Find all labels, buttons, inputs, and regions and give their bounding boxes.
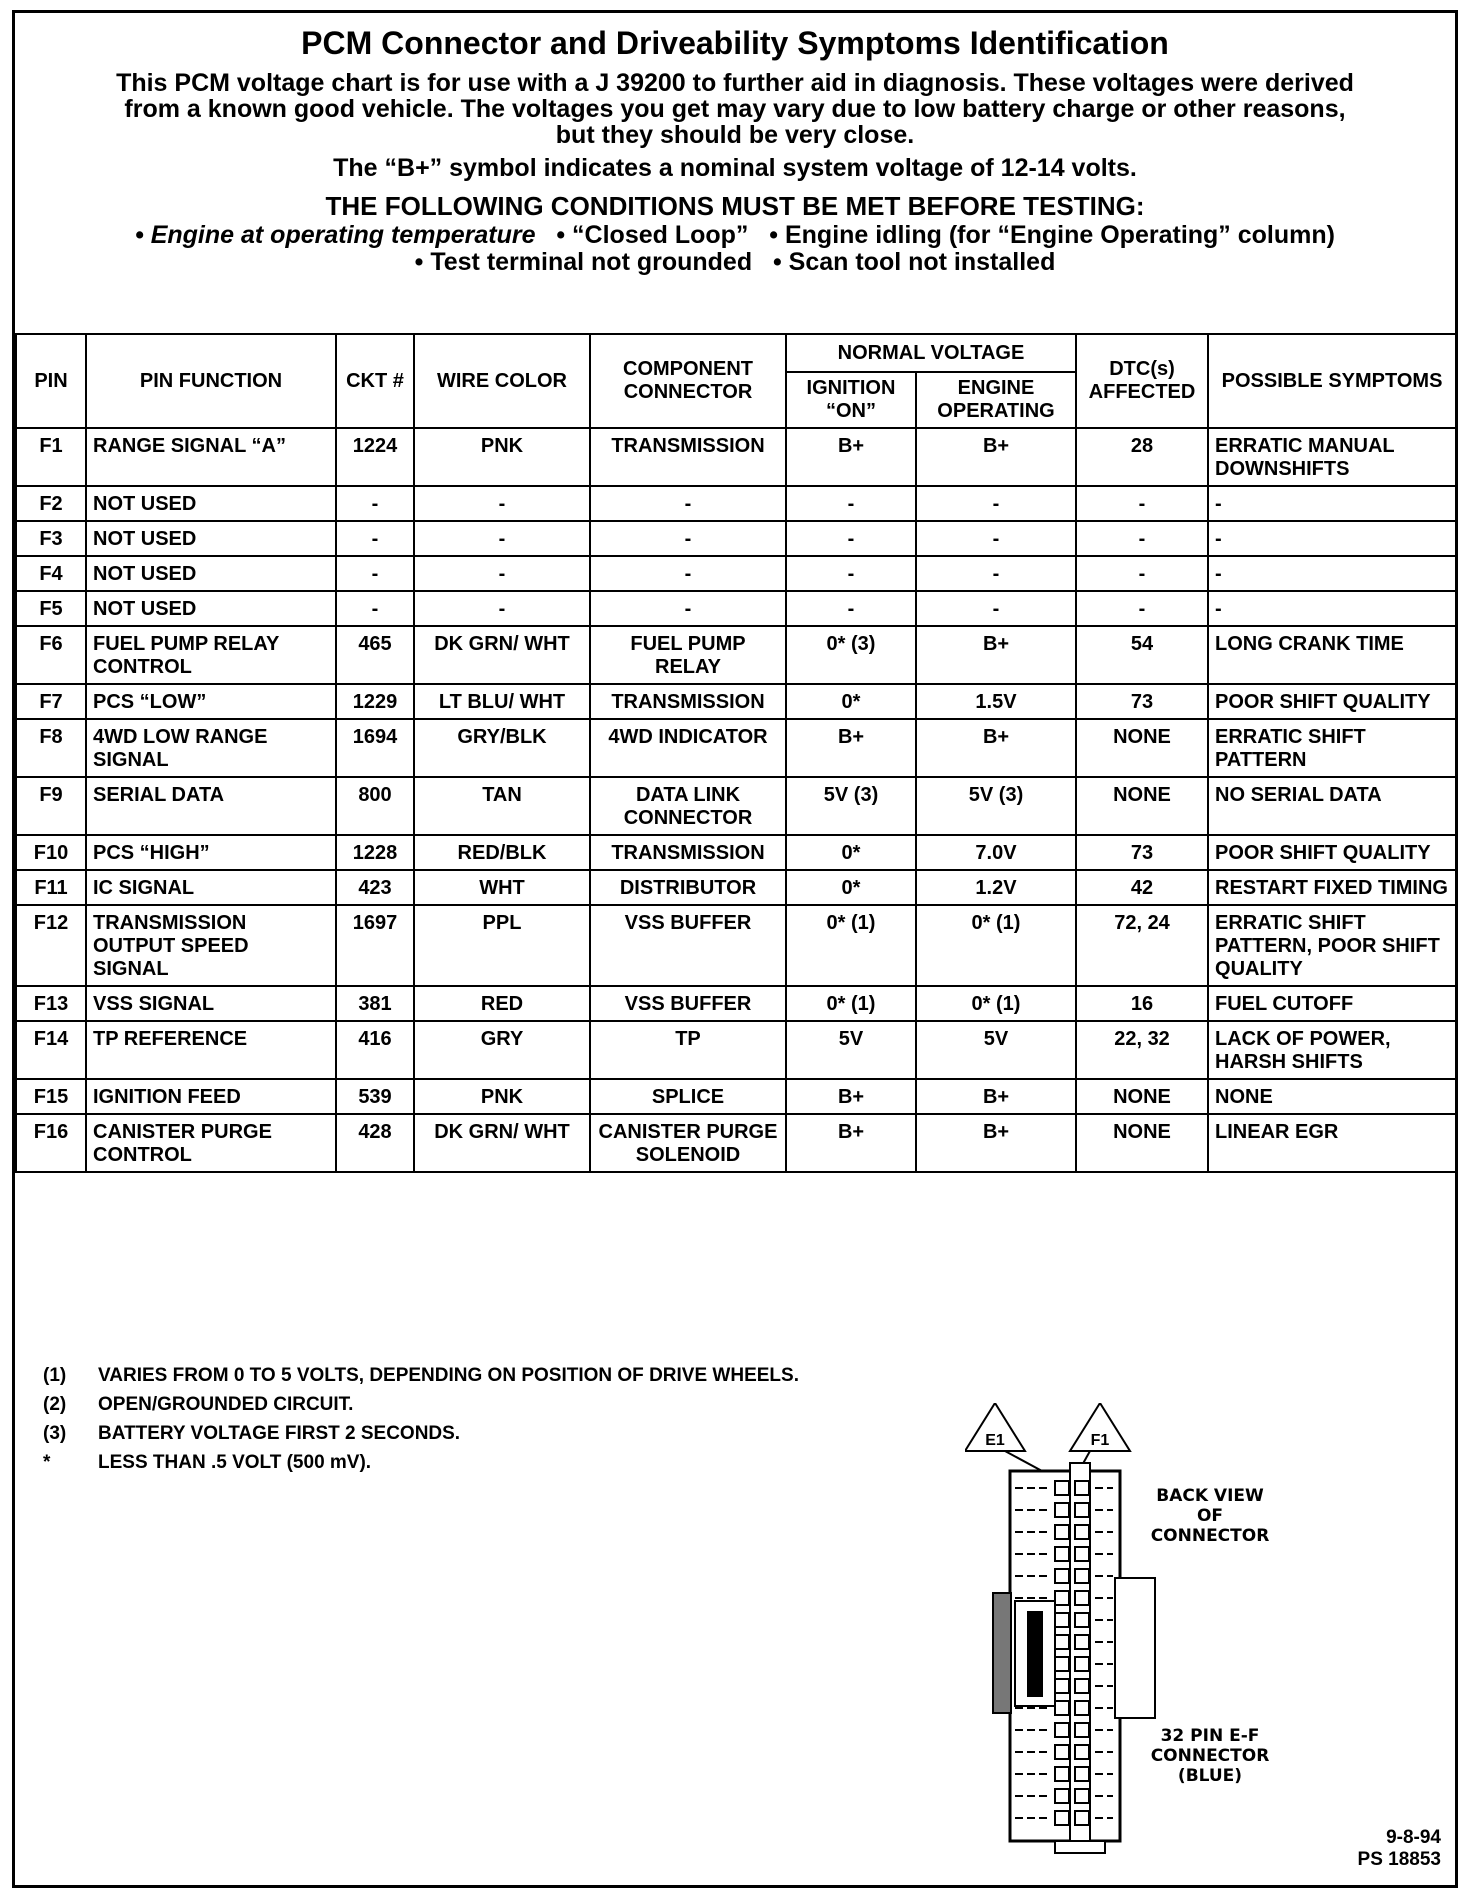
cell-dtc-affected: - xyxy=(1076,486,1208,521)
connector-pin-cavity xyxy=(1075,1525,1089,1539)
table-row xyxy=(16,905,1456,986)
conditions-line-1 xyxy=(15,222,1455,249)
table-row xyxy=(16,835,1456,870)
condition-1: • Engine at operating temperature xyxy=(135,221,536,249)
connector-pin-cavity xyxy=(1075,1503,1089,1517)
table-row xyxy=(16,626,1456,684)
table-row xyxy=(16,1114,1456,1172)
cell-wire-color: - xyxy=(414,486,590,521)
conditions-line-2 xyxy=(15,249,1455,276)
cell-engine-operating: 0* (1) xyxy=(916,905,1076,986)
cell-ignition-on: 0* xyxy=(786,835,916,870)
footnote xyxy=(43,1419,799,1448)
connector-pin-cavity xyxy=(1055,1591,1069,1605)
cell-possible-symptoms: NONE xyxy=(1208,1079,1456,1114)
pin-label-line-3: (BLUE) xyxy=(1177,1766,1243,1786)
cell-ckt: 1228 xyxy=(336,835,414,870)
cell-engine-operating: B+ xyxy=(916,719,1076,777)
cell-ignition-on: - xyxy=(786,591,916,626)
cell-possible-symptoms: FUEL CUTOFF xyxy=(1208,986,1456,1021)
cell-ignition-on: 0* (3) xyxy=(786,626,916,684)
conditions-heading: THE FOLLOWING CONDITIONS MUST BE MET BEFORE TESTING: xyxy=(325,191,1145,221)
cell-possible-symptoms: LACK OF POWER, HARSH SHIFTS xyxy=(1208,1021,1456,1079)
intro-line-3: but they should be very close. xyxy=(555,121,915,149)
col-header-normal-voltage: NORMAL VOLTAGE xyxy=(786,334,1076,372)
cell-ignition-on: 0* xyxy=(786,684,916,719)
cell-engine-operating: 5V (3) xyxy=(916,777,1076,835)
cell-ignition-on: 5V xyxy=(786,1021,916,1079)
cell-wire-color: - xyxy=(414,521,590,556)
table-row xyxy=(16,719,1456,777)
page-title: PCM Connector and Driveability Symptoms Identification xyxy=(301,25,1169,61)
connector-latch xyxy=(993,1593,1011,1713)
condition-3: • Engine idling (for “Engine Operating” column) xyxy=(769,221,1335,249)
cell-pin-function: SERIAL DATA xyxy=(86,777,336,835)
pin-label-line-2: CONNECTOR xyxy=(1150,1746,1270,1766)
connector-pin-cavity xyxy=(1075,1481,1089,1495)
cell-possible-symptoms: - xyxy=(1208,521,1456,556)
cell-component-connector: - xyxy=(590,486,786,521)
cell-pin-function: 4WD LOW RANGE SIGNAL xyxy=(86,719,336,777)
connector-pin-cavity xyxy=(1075,1569,1089,1583)
connector-pin-cavity xyxy=(1075,1613,1089,1627)
doc-ps-number: PS 18853 xyxy=(1357,1849,1441,1870)
document-id xyxy=(1358,1827,1441,1871)
cell-engine-operating: B+ xyxy=(916,1114,1076,1172)
table-row xyxy=(16,486,1456,521)
cell-wire-color: PPL xyxy=(414,905,590,986)
cell-component-connector: FUEL PUMP RELAY xyxy=(590,626,786,684)
connector-pin-cavity xyxy=(1075,1591,1089,1605)
cell-component-connector: - xyxy=(590,556,786,591)
connector-pin-cavity xyxy=(1055,1503,1069,1517)
cell-engine-operating: - xyxy=(916,591,1076,626)
cell-ckt: - xyxy=(336,591,414,626)
connector-pin-cavity xyxy=(1075,1811,1089,1825)
cell-ignition-on: 5V (3) xyxy=(786,777,916,835)
footnote-mark: (1) xyxy=(43,1365,67,1386)
connector-pin-cavity xyxy=(1075,1745,1089,1759)
cell-possible-symptoms: POOR SHIFT QUALITY xyxy=(1208,835,1456,870)
cell-pin-function: NOT USED xyxy=(86,521,336,556)
connector-pin-cavity xyxy=(1055,1701,1069,1715)
table-row xyxy=(16,521,1456,556)
cell-pin: F5 xyxy=(16,591,86,626)
cell-ignition-on: B+ xyxy=(786,1114,916,1172)
connector-pin-cavity xyxy=(1055,1745,1069,1759)
connector-pin-cavity xyxy=(1055,1635,1069,1649)
cell-ignition-on: 0* (1) xyxy=(786,986,916,1021)
table-row xyxy=(16,986,1456,1021)
connector-pin-cavity xyxy=(1075,1547,1089,1561)
cell-engine-operating: - xyxy=(916,556,1076,591)
connector-pin-cavity xyxy=(1075,1767,1089,1781)
cell-dtc-affected: 42 xyxy=(1076,870,1208,905)
col-header-wire-color: WIRE COLOR xyxy=(414,334,590,428)
cell-dtc-affected: NONE xyxy=(1076,719,1208,777)
table-row xyxy=(16,777,1456,835)
cell-pin-function: TRANSMISSION OUTPUT SPEED SIGNAL xyxy=(86,905,336,986)
table-row xyxy=(16,428,1456,486)
cell-component-connector: TRANSMISSION xyxy=(590,428,786,486)
doc-date: 9-8-94 xyxy=(1386,1827,1441,1848)
cell-ckt: - xyxy=(336,486,414,521)
table-row xyxy=(16,870,1456,905)
document-page xyxy=(12,10,1458,1888)
cell-dtc-affected: 73 xyxy=(1076,684,1208,719)
cell-pin: F14 xyxy=(16,1021,86,1079)
cell-dtc-affected: 16 xyxy=(1076,986,1208,1021)
cell-engine-operating: B+ xyxy=(916,1079,1076,1114)
footnote-mark: * xyxy=(43,1452,51,1473)
cell-ckt: 800 xyxy=(336,777,414,835)
cell-wire-color: RED xyxy=(414,986,590,1021)
cell-pin-function: NOT USED xyxy=(86,591,336,626)
cell-engine-operating: 5V xyxy=(916,1021,1076,1079)
cell-possible-symptoms: RESTART FIXED TIMING xyxy=(1208,870,1456,905)
footnote-text: LESS THAN .5 VOLT (500 mV). xyxy=(98,1452,372,1473)
cell-wire-color: RED/BLK xyxy=(414,835,590,870)
cell-component-connector: VSS BUFFER xyxy=(590,986,786,1021)
cell-pin: F9 xyxy=(16,777,86,835)
cell-pin-function: FUEL PUMP RELAY CONTROL xyxy=(86,626,336,684)
cell-pin: F10 xyxy=(16,835,86,870)
cell-ckt: 1694 xyxy=(336,719,414,777)
connector-pin-cavity xyxy=(1075,1723,1089,1737)
connector-pin-cavity xyxy=(1055,1767,1069,1781)
cell-pin-function: PCS “HIGH” xyxy=(86,835,336,870)
connector-pin-cavity xyxy=(1075,1701,1089,1715)
col-header-ignition-on: IGNITION “ON” xyxy=(786,372,916,428)
cell-dtc-affected: 73 xyxy=(1076,835,1208,870)
cell-pin-function: CANISTER PURGE CONTROL xyxy=(86,1114,336,1172)
cell-pin: F15 xyxy=(16,1079,86,1114)
footnote-text: VARIES FROM 0 TO 5 VOLTS, DEPENDING ON POSITION OF DRIVE WHEELS. xyxy=(98,1365,799,1386)
cell-pin: F11 xyxy=(16,870,86,905)
bplus-note: The “B+” symbol indicates a nominal system voltage of 12-14 volts. xyxy=(333,154,1137,182)
connector-pin-cavity xyxy=(1055,1481,1069,1495)
pcm-voltage-table xyxy=(15,333,1457,1173)
cell-engine-operating: 1.5V xyxy=(916,684,1076,719)
connector-pin-cavity xyxy=(1055,1723,1069,1737)
cell-possible-symptoms: - xyxy=(1208,556,1456,591)
cell-pin-function: RANGE SIGNAL “A” xyxy=(86,428,336,486)
back-view-line-3: CONNECTOR xyxy=(1150,1526,1270,1546)
cell-ckt: 416 xyxy=(336,1021,414,1079)
connector-pin-cavity xyxy=(1055,1525,1069,1539)
cell-component-connector: 4WD INDICATOR xyxy=(590,719,786,777)
cell-wire-color: DK GRN/ WHT xyxy=(414,1114,590,1172)
cell-wire-color: DK GRN/ WHT xyxy=(414,626,590,684)
cell-engine-operating: B+ xyxy=(916,428,1076,486)
footnote-text: OPEN/GROUNDED CIRCUIT. xyxy=(98,1394,354,1415)
cell-wire-color: WHT xyxy=(414,870,590,905)
cell-component-connector: - xyxy=(590,521,786,556)
cell-dtc-affected: 54 xyxy=(1076,626,1208,684)
connector-pin-cavity xyxy=(1075,1657,1089,1671)
cell-dtc-affected: NONE xyxy=(1076,777,1208,835)
cell-ckt: - xyxy=(336,521,414,556)
cell-component-connector: TP xyxy=(590,1021,786,1079)
condition-4: • Test terminal not grounded xyxy=(414,248,753,276)
cell-pin-function: PCS “LOW” xyxy=(86,684,336,719)
cell-ckt: 465 xyxy=(336,626,414,684)
connector-pin-cavity xyxy=(1055,1657,1069,1671)
cell-wire-color: GRY/BLK xyxy=(414,719,590,777)
cell-component-connector: - xyxy=(590,591,786,626)
cell-pin-function: VSS SIGNAL xyxy=(86,986,336,1021)
cell-ignition-on: - xyxy=(786,521,916,556)
cell-wire-color: - xyxy=(414,556,590,591)
cell-pin: F2 xyxy=(16,486,86,521)
cell-possible-symptoms: - xyxy=(1208,486,1456,521)
header xyxy=(15,13,1455,276)
cell-pin-function: NOT USED xyxy=(86,486,336,521)
cell-engine-operating: 7.0V xyxy=(916,835,1076,870)
cell-wire-color: - xyxy=(414,591,590,626)
cell-ckt: 1697 xyxy=(336,905,414,986)
connector-pin-cavity xyxy=(1075,1789,1089,1803)
col-header-ckt: CKT # xyxy=(336,334,414,428)
cell-dtc-affected: - xyxy=(1076,591,1208,626)
cell-dtc-affected: - xyxy=(1076,556,1208,591)
cell-pin-function: IC SIGNAL xyxy=(86,870,336,905)
footnote-mark: (3) xyxy=(43,1423,67,1444)
col-header-pin-function: PIN FUNCTION xyxy=(86,334,336,428)
connector-lock xyxy=(1115,1578,1155,1718)
cell-engine-operating: - xyxy=(916,521,1076,556)
cell-pin: F3 xyxy=(16,521,86,556)
connector-pin-cavity xyxy=(1055,1569,1069,1583)
cell-pin: F6 xyxy=(16,626,86,684)
cell-component-connector: SPLICE xyxy=(590,1079,786,1114)
table-row xyxy=(16,1079,1456,1114)
cell-ignition-on: B+ xyxy=(786,1079,916,1114)
cell-ckt: 428 xyxy=(336,1114,414,1172)
table-body xyxy=(16,428,1456,1172)
cell-component-connector: DISTRIBUTOR xyxy=(590,870,786,905)
cell-pin: F12 xyxy=(16,905,86,986)
connector-pin-cavity xyxy=(1055,1679,1069,1693)
cell-engine-operating: 1.2V xyxy=(916,870,1076,905)
cell-wire-color: GRY xyxy=(414,1021,590,1079)
cell-ckt: 423 xyxy=(336,870,414,905)
cell-pin-function: TP REFERENCE xyxy=(86,1021,336,1079)
cell-dtc-affected: 72, 24 xyxy=(1076,905,1208,986)
cell-dtc-affected: NONE xyxy=(1076,1114,1208,1172)
footnote-text: BATTERY VOLTAGE FIRST 2 SECONDS. xyxy=(98,1423,461,1444)
col-header-possible-symptoms: POSSIBLE SYMPTOMS xyxy=(1208,334,1456,428)
cell-dtc-affected: 22, 32 xyxy=(1076,1021,1208,1079)
intro-line-2: from a known good vehicle. The voltages you get may vary due to low battery charge or other reasons, xyxy=(124,95,1346,123)
cell-component-connector: CANISTER PURGE SOLENOID xyxy=(590,1114,786,1172)
cell-wire-color: PNK xyxy=(414,428,590,486)
cell-ignition-on: 0* xyxy=(786,870,916,905)
cell-ckt: 381 xyxy=(336,986,414,1021)
cell-possible-symptoms: ERRATIC MANUAL DOWNSHIFTS xyxy=(1208,428,1456,486)
connector-pin-cavity xyxy=(1055,1811,1069,1825)
cell-pin-function: NOT USED xyxy=(86,556,336,591)
cell-dtc-affected: 28 xyxy=(1076,428,1208,486)
table-row xyxy=(16,1021,1456,1079)
col-header-engine-operating: ENGINE OPERATING xyxy=(916,372,1076,428)
connector-pin-cavity xyxy=(1055,1789,1069,1803)
cell-pin: F7 xyxy=(16,684,86,719)
cell-pin-function: IGNITION FEED xyxy=(86,1079,336,1114)
cell-component-connector: VSS BUFFER xyxy=(590,905,786,986)
cell-wire-color: TAN xyxy=(414,777,590,835)
table-row xyxy=(16,684,1456,719)
cell-possible-symptoms: LONG CRANK TIME xyxy=(1208,626,1456,684)
cell-ignition-on: B+ xyxy=(786,719,916,777)
connector-diagram xyxy=(965,1403,1465,1863)
pin-label-line-1: 32 PIN E-F xyxy=(1160,1726,1260,1746)
footnote xyxy=(43,1361,799,1390)
footnote-mark: (2) xyxy=(43,1394,67,1415)
cell-ignition-on: - xyxy=(786,556,916,591)
connector-pin-cavity xyxy=(1075,1679,1089,1693)
cell-pin: F16 xyxy=(16,1114,86,1172)
cell-dtc-affected: NONE xyxy=(1076,1079,1208,1114)
cell-pin: F13 xyxy=(16,986,86,1021)
col-header-pin: PIN xyxy=(16,334,86,428)
condition-5: • Scan tool not installed xyxy=(772,248,1056,276)
cell-ignition-on: B+ xyxy=(786,428,916,486)
e1-label: E1 xyxy=(985,1432,1005,1449)
connector-pin-cavity xyxy=(1055,1547,1069,1561)
f1-label: F1 xyxy=(1090,1432,1110,1449)
footnote xyxy=(43,1390,799,1419)
cell-possible-symptoms: ERRATIC SHIFT PATTERN, POOR SHIFT QUALITY xyxy=(1208,905,1456,986)
cell-ckt: 539 xyxy=(336,1079,414,1114)
cell-component-connector: TRANSMISSION xyxy=(590,684,786,719)
cell-pin: F4 xyxy=(16,556,86,591)
cell-component-connector: TRANSMISSION xyxy=(590,835,786,870)
cell-possible-symptoms: LINEAR EGR xyxy=(1208,1114,1456,1172)
connector-pin-cavity xyxy=(1055,1613,1069,1627)
intro-line-1: This PCM voltage chart is for use with a J 39200 to further aid in diagnosis. These voltages were derived xyxy=(116,69,1354,97)
cell-pin: F1 xyxy=(16,428,86,486)
cell-dtc-affected: - xyxy=(1076,521,1208,556)
cell-ckt: 1224 xyxy=(336,428,414,486)
cell-possible-symptoms: - xyxy=(1208,591,1456,626)
cell-ignition-on: 0* (1) xyxy=(786,905,916,986)
cell-engine-operating: B+ xyxy=(916,626,1076,684)
col-header-component-connector: COMPONENT CONNECTOR xyxy=(590,334,786,428)
condition-2: • “Closed Loop” xyxy=(556,221,749,249)
cell-ckt: 1229 xyxy=(336,684,414,719)
table-row xyxy=(16,556,1456,591)
cell-engine-operating: - xyxy=(916,486,1076,521)
cell-possible-symptoms: POOR SHIFT QUALITY xyxy=(1208,684,1456,719)
cell-possible-symptoms: NO SERIAL DATA xyxy=(1208,777,1456,835)
cell-component-connector: DATA LINK CONNECTOR xyxy=(590,777,786,835)
cell-pin: F8 xyxy=(16,719,86,777)
back-view-line-1: BACK VIEW xyxy=(1156,1486,1264,1506)
footnote xyxy=(43,1448,799,1477)
col-header-dtc-affected: DTC(s) AFFECTED xyxy=(1076,334,1208,428)
cell-wire-color: LT BLU/ WHT xyxy=(414,684,590,719)
cell-ckt: - xyxy=(336,556,414,591)
back-view-line-2: OF xyxy=(1196,1506,1224,1526)
cell-possible-symptoms: ERRATIC SHIFT PATTERN xyxy=(1208,719,1456,777)
cell-wire-color: PNK xyxy=(414,1079,590,1114)
footnotes xyxy=(43,1361,799,1477)
cell-engine-operating: 0* (1) xyxy=(916,986,1076,1021)
cell-ignition-on: - xyxy=(786,486,916,521)
connector-pin-cavity xyxy=(1075,1635,1089,1649)
table-row xyxy=(16,591,1456,626)
